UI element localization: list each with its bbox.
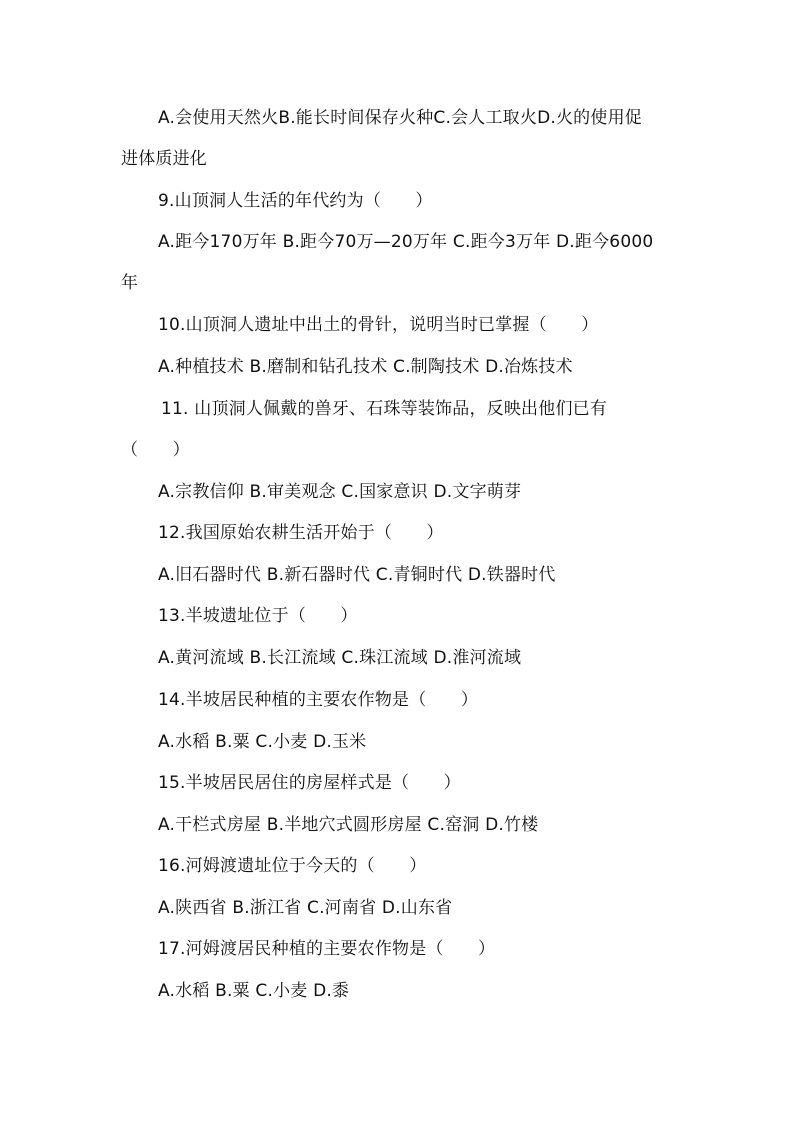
question-15: 15.半坡居民居住的房屋样式是（ ） bbox=[158, 773, 461, 793]
option-line-q15: A.干栏式房屋 B.半地穴式圆形房屋 C.窑洞 D.竹楼 bbox=[158, 815, 539, 835]
option-line-q11: A.宗教信仰 B.审美观念 C.国家意识 D.文字萌芽 bbox=[158, 482, 522, 502]
option-line-q16: A.陕西省 B.浙江省 C.河南省 D.山东省 bbox=[158, 898, 453, 918]
option-line-q9-continued: 年 bbox=[121, 273, 139, 293]
question-10: 10.山顶洞人遗址中出土的骨针，说明当时已掌握（ ） bbox=[158, 315, 599, 335]
option-line-q12: A.旧石器时代 B.新石器时代 C.青铜时代 D.铁器时代 bbox=[158, 565, 556, 585]
option-line-q8: A.会使用天然火B.能长时间保存火种C.会人工取火D.火的使用促 bbox=[158, 108, 642, 128]
question-14: 14.半坡居民种植的主要农作物是（ ） bbox=[158, 690, 479, 710]
question-11-continued: （ ） bbox=[121, 440, 190, 460]
question-16: 16.河姆渡遗址位于今天的（ ） bbox=[158, 856, 427, 876]
question-17: 17.河姆渡居民种植的主要农作物是（ ） bbox=[158, 939, 496, 959]
question-11: 11. 山顶洞人佩戴的兽牙、石珠等装饰品，反映出他们已有 bbox=[161, 399, 608, 419]
option-line-q8-continued: 进体质进化 bbox=[121, 149, 207, 169]
question-9: 9.山顶洞人生活的年代约为（ ） bbox=[158, 191, 433, 211]
option-line-q14: A.水稻 B.粟 C.小麦 D.玉米 bbox=[158, 732, 367, 752]
option-line-q13: A.黄河流域 B.长江流域 C.珠江流域 D.淮河流域 bbox=[158, 648, 522, 668]
option-line-q10: A.种植技术 B.磨制和钻孔技术 C.制陶技术 D.冶炼技术 bbox=[158, 357, 573, 377]
question-12: 12.我国原始农耕生活开始于（ ） bbox=[158, 523, 444, 543]
option-line-q17: A.水稻 B.粟 C.小麦 D.黍 bbox=[158, 981, 350, 1001]
option-line-q9: A.距今170万年 B.距今70万—20万年 C.距今3万年 D.距今6000 bbox=[158, 232, 654, 252]
question-13: 13.半坡遗址位于（ ） bbox=[158, 606, 358, 626]
